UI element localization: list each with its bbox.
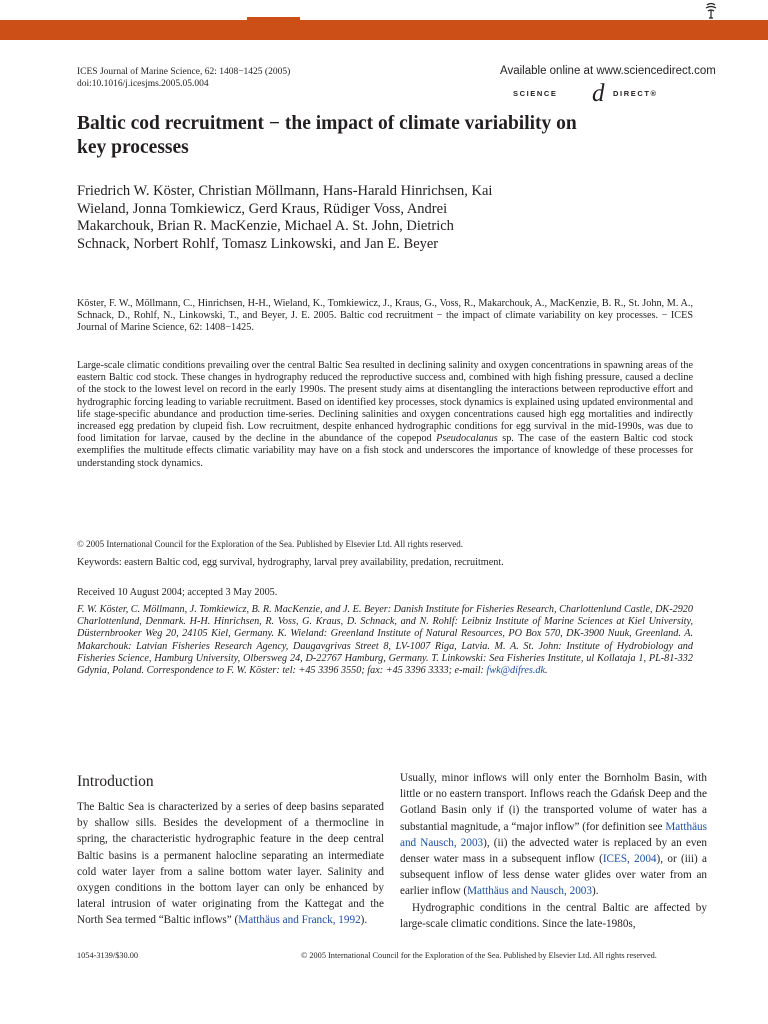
intro-paragraph: The Baltic Sea is characterized by a series of deep basins separated by shallow sills. Besides the development of a thermocline in spring, the characteristic hydrographic feature in the deep central Baltic basins is a permanent halocline separating an intermediate cold water layer from a saline bottom water layer. Salinity and oxygen conditions in the bottom layer can only be enhanced by lateral intrusion of water originating from the Kattegat and the North Sea termed “Baltic inflows” (	[77, 801, 384, 927]
citation-link[interactable]: Matthäus and Franck, 1992	[238, 914, 361, 927]
affiliation-text: F. W. Köster, C. Möllmann, J. Tomkiewicz, B. R. MacKenzie, and J. E. Beyer: Danish Institute for Fisheries Research, Charlottenlund Castle, DK-2920 Charlottenlund, Denmark. H-H. Hinrichsen, R. Voss, G. Kraus, D. Schnack, and N. Rohlf: Leibniz Institute of Marine Sciences at Kiel University, Düsternbrooker Weg 20, 24105 Kiel, Germany. K. Wieland: Greenland Institute of Natural Resources, PO Box 570, DK-3900 Nuuk, Greenland. A. Makarchouk: Latvian Fisheries Research Agency, Daugavgrivas Street 8, LV-1007 Riga, Latvia. M. A. St. John: Institute of Hydrobiology and Fisheries Science, Hamburg University, Olbersweg 24, D-22767 Hamburg, Germany. T. Linkowski: Sea Fisheries Institute, ul Kollataja 1, PL-81-332 Gdynia, Poland. Correspondence to F. W. Köster: tel: +45 3396 3550; fax: +45 3396 3333; e-mail:	[77, 604, 693, 677]
received-dates: Received 10 August 2004; accepted 3 May 2005.	[77, 587, 278, 598]
author-list: Friedrich W. Köster, Christian Möllmann, Hans-Harald Hinrichsen, Kai Wieland, Jonna Tomkiewicz, Gerd Kraus, Rüdiger Voss, Andrei Makarchouk, Brian R. MacKenzie, Michael A. St. John, Dietrich Schnack, Norbert Rohlf, Tomasz Linkowski, and Jan E. Beyer	[77, 183, 493, 252]
logo-at-mark: d	[592, 80, 605, 107]
section-heading-introduction: Introduction	[77, 773, 154, 790]
footer-copyright: © 2005 International Council for the Exploration of the Sea. Published by Elsevier Ltd. All rights reserved.	[301, 951, 657, 960]
article-title: Baltic cod recruitment − the impact of climate variability on key processes	[77, 113, 577, 158]
journal-info	[77, 66, 290, 90]
elsevier-tree-icon	[703, 1, 719, 19]
species-name: Pseudocalanus	[436, 433, 498, 445]
affiliations	[77, 604, 693, 677]
available-online-link[interactable]: Available online at www.sciencedirect.com	[500, 65, 716, 77]
right-paragraph-2: Hydrographic conditions in the central Baltic are affected by large-scale climatic conditions. Since the late-1980s,	[400, 901, 707, 930]
paragraph-text: ), or (iii) a subsequent inflow of less dense water glides over water from an earlier inflow (	[400, 853, 708, 898]
abstract	[77, 360, 693, 470]
journal-citation-line: ICES Journal of Marine Science, 62: 1408−1425 (2005)	[77, 67, 291, 77]
citation-block: Köster, F. W., Möllmann, C., Hinrichsen, H-H., Wieland, K., Tomkiewicz, J., Kraus, G., Voss, R., Makarchouk, A., MacKenzie, B. R., St. John, M. A., Schnack, D., Rohlf, N., Linkowski, T., and Beyer, J. E. 2005. Baltic cod recruitment − the impact of climate variability on key processes. − ICES Journal of Marine Science, 62: 1408−1425.	[77, 298, 693, 334]
keywords: Keywords: eastern Baltic cod, egg survival, hydrography, larval prey availability, predation, recruitment.	[77, 557, 504, 568]
left-column	[77, 799, 384, 929]
copyright-notice: © 2005 International Council for the Exploration of the Sea. Published by Elsevier Ltd. All rights reserved.	[77, 539, 464, 549]
citation-link[interactable]: Matthäus and Nausch, 2003	[400, 820, 707, 849]
abstract-text: Large-scale climatic conditions prevailing over the central Baltic Sea resulted in declining salinity and oxygen concentrations in spawning areas of the eastern Baltic cod stock. These changes in hydrography reduced the reproductive success and, combined with high fishing pressure, caused a decline of the stock to the lowest level on record in the early 1990s. The present study aims at disentangling the interactions between reproductive effort and hydrographic forcing leading to variable recruitment. Based on identified key processes, stock dynamics is explained using updated environmental and life stage-specific abundance and production time-series. Declining salinities and oxygen concentrations caused high egg mortalities and indirectly increased egg predation by clupeid fish. Low recruitment, despite enhanced hydrographic conditions for egg survival in the mid-1990s, was due to food limitation for larvae, caused by the decline in the abundance of the copepod	[77, 360, 693, 445]
right-paragraph-1	[400, 770, 707, 900]
top-margin	[0, 0, 768, 20]
logo-word-direct: DIRECT®	[613, 89, 658, 98]
affiliation-end: .	[545, 665, 548, 677]
logo-word-science: SCIENCE	[513, 89, 558, 98]
paragraph-text: Usually, minor inflows will only enter the Bornholm Basin, with little or no eastern transport. Inflows reach the Gdańsk Deep and the Gotland Basin only if (i) the transported volume of water has a substantial magnitude, a “major inflow” (for definition see	[400, 772, 707, 833]
sciencedirect-logo	[513, 80, 673, 110]
doi-line: doi:10.1016/j.icesjms.2005.05.004	[77, 79, 209, 89]
paragraph-text: ).	[592, 885, 599, 898]
citation-link[interactable]: ICES, 2004	[602, 853, 657, 866]
abstract-text-end: sp. The case of the eastern Baltic cod stock exemplifies the multitude effects climatic variability may have on a fish stock and underscores the importance of knowledge of these processes for understanding stock dynamics.	[77, 433, 693, 469]
email-link[interactable]: fwk@difres.dk	[486, 665, 546, 677]
right-column	[400, 770, 707, 932]
intro-paragraph-end: ).	[360, 914, 368, 927]
footer-issn: 1054-3139/$30.00	[77, 951, 139, 960]
top-accent-line	[247, 17, 300, 20]
citation-link[interactable]: Matthäus and Nausch, 2003	[467, 885, 592, 898]
paragraph-text: ), (ii) the advected water is replaced by an even denser water mass in a subsequent inflow (	[400, 836, 707, 866]
